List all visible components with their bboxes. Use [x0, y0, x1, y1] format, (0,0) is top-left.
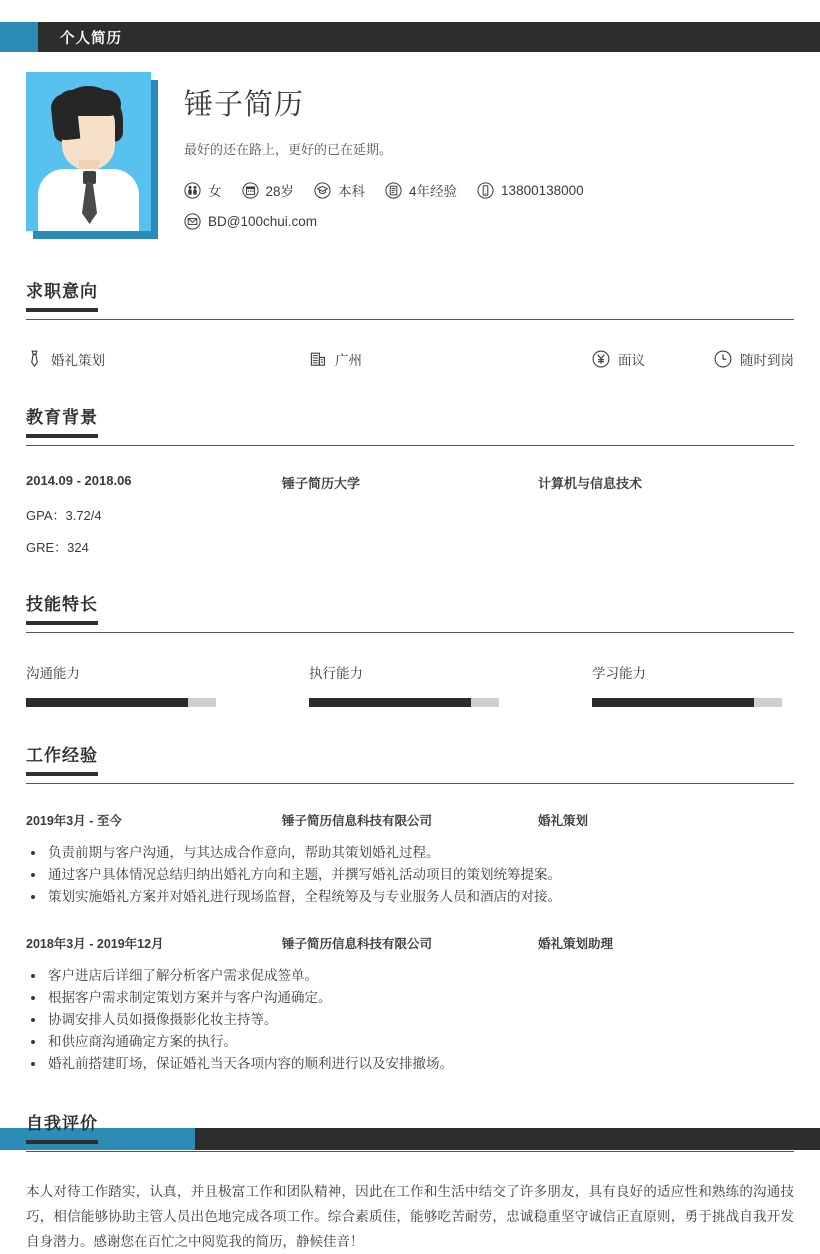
graduation-cap-icon	[314, 182, 331, 199]
candidate-tagline: 最好的还在路上，更好的已在延期。	[184, 142, 393, 157]
header-accent-block	[0, 22, 38, 52]
skill-bar-fill	[26, 698, 188, 707]
skill-item	[26, 662, 309, 707]
section-divider	[26, 319, 794, 320]
avatar	[26, 72, 154, 243]
work-role: 婚礼策划	[538, 814, 589, 828]
skill-bar-track	[309, 698, 499, 707]
section-divider	[26, 632, 794, 633]
meta-phone-value: 13800138000	[501, 182, 584, 198]
work-period: 2019年3月 - 至今	[26, 814, 122, 828]
phone-icon	[477, 182, 494, 199]
intention-items	[26, 349, 794, 369]
section-intention	[26, 277, 794, 369]
section-work-title: 工作经验	[26, 741, 98, 776]
meta-gender	[184, 180, 222, 200]
avatar-illustration	[26, 72, 151, 231]
intention-city-value: 广州	[335, 353, 362, 368]
summary-text: 本人对待工作踏实，认真，并且极富工作和团队精神，因此在工作和生活中结交了许多朋友，具有良好的适应性和熟练的沟通技巧，相信能够协助主管人员出色地完成各项工作。综合素质佳，能够吃苦耐劳，忠诚稳重坚守诚信正直原则，勇于挑战自我开发自身潜力。感谢您在百忙之中阅览我的简历，静候佳音！	[26, 1184, 794, 1249]
profile-meta-row	[184, 180, 794, 200]
intention-position-value: 婚礼策划	[51, 353, 105, 368]
skill-bar-fill	[592, 698, 754, 707]
tie-icon	[26, 350, 43, 368]
work-duty: 通过客户具体情况总结归纳出婚礼方向和主题，并撰写婚礼活动项目的策划统筹提案。	[26, 864, 794, 886]
header-dark-block	[38, 22, 820, 52]
profile-contact-row	[184, 213, 794, 230]
intention-salary	[592, 349, 714, 369]
section-education-header	[26, 403, 794, 447]
work-role: 婚礼策划助理	[538, 937, 614, 951]
building-icon	[309, 350, 327, 368]
education-school: 锤子简历大学	[282, 476, 361, 491]
meta-experience-value: 4年经验	[409, 184, 458, 199]
work-duty-list	[26, 965, 794, 1075]
work-duty: 负责前期与客户沟通，与其达成合作意向，帮助其策划婚礼过程。	[26, 842, 794, 864]
avatar-fringe-icon	[57, 90, 121, 116]
skill-label: 执行能力	[309, 666, 363, 681]
page-title: 个人简历	[60, 30, 122, 47]
skill-bar-track	[592, 698, 782, 707]
meta-gender-value: 女	[208, 184, 222, 199]
section-divider	[26, 1151, 794, 1152]
skill-bar-track	[26, 698, 216, 707]
gender-icon	[184, 182, 201, 199]
education-period: 2014.09 - 2018.06	[26, 473, 132, 488]
education-entry-header	[26, 473, 794, 492]
work-period: 2018年3月 - 2019年12月	[26, 937, 164, 951]
meta-phone	[477, 182, 584, 199]
profile-info	[154, 72, 794, 243]
calendar-icon	[242, 182, 259, 199]
meta-education-value: 本科	[338, 184, 366, 199]
intention-availability	[714, 349, 794, 369]
header-bar	[0, 22, 820, 52]
section-work-header	[26, 741, 794, 785]
education-detail-gpa: GPA：3.72/4	[26, 508, 102, 523]
section-intention-header	[26, 277, 794, 321]
skills-list	[26, 662, 794, 707]
section-intention-title: 求职意向	[26, 277, 98, 312]
meta-age-value: 28岁	[265, 184, 295, 199]
section-divider	[26, 783, 794, 784]
candidate-name: 锤子简历	[184, 89, 305, 121]
section-skills	[26, 590, 794, 707]
work-entry	[26, 811, 794, 908]
work-company: 锤子简历信息科技有限公司	[282, 814, 433, 828]
work-duty: 根据客户需求制定策划方案并与客户沟通确定。	[26, 987, 794, 1009]
meta-education	[314, 180, 365, 200]
meta-experience	[385, 180, 457, 200]
work-duty: 策划实施婚礼方案并对婚礼进行现场监督，全程统筹及与专业服务人员和酒店的对接。	[26, 886, 794, 908]
work-duty: 协调安排人员如摄像摄影化妆主持等。	[26, 1009, 794, 1031]
meta-age	[242, 180, 295, 200]
work-duty-list	[26, 842, 794, 908]
intention-availability-value: 随时到岗	[740, 353, 794, 368]
intention-salary-value: 面议	[618, 353, 645, 368]
footer-bar	[0, 1128, 820, 1150]
section-work	[26, 741, 794, 1075]
skill-label: 学习能力	[592, 666, 646, 681]
resume-body	[0, 52, 820, 1254]
profile-section	[26, 72, 794, 243]
clock-icon	[714, 350, 732, 368]
section-summary-title: 自我评价	[26, 1109, 98, 1144]
work-entry-header	[26, 934, 794, 952]
document-icon	[385, 182, 402, 199]
skill-item	[309, 662, 592, 707]
skill-item	[592, 662, 794, 707]
work-duty: 婚礼前搭建盯场，保证婚礼当天各项内容的顺利进行以及安排撤场。	[26, 1053, 794, 1075]
work-duty: 和供应商沟通确定方案的执行。	[26, 1031, 794, 1053]
section-divider	[26, 445, 794, 446]
meta-email-value: BD@100chui.com	[208, 214, 318, 229]
work-company: 锤子简历信息科技有限公司	[282, 937, 433, 951]
work-duty: 客户进店后详细了解分析客户需求促成签单。	[26, 965, 794, 987]
section-skills-title: 技能特长	[26, 590, 98, 625]
education-major: 计算机与信息技术	[538, 476, 643, 491]
work-entry-header	[26, 811, 794, 829]
section-education	[26, 403, 794, 556]
footer-dark-block	[195, 1128, 820, 1150]
intention-city	[309, 349, 592, 369]
meta-email	[184, 213, 317, 230]
email-icon	[184, 213, 201, 230]
work-entry	[26, 934, 794, 1075]
intention-position	[26, 349, 309, 369]
yuan-icon	[592, 350, 610, 368]
section-skills-header	[26, 590, 794, 634]
skill-bar-fill	[309, 698, 471, 707]
education-detail-gre: GRE：324	[26, 540, 89, 555]
skill-label: 沟通能力	[26, 666, 80, 681]
section-education-title: 教育背景	[26, 403, 98, 438]
